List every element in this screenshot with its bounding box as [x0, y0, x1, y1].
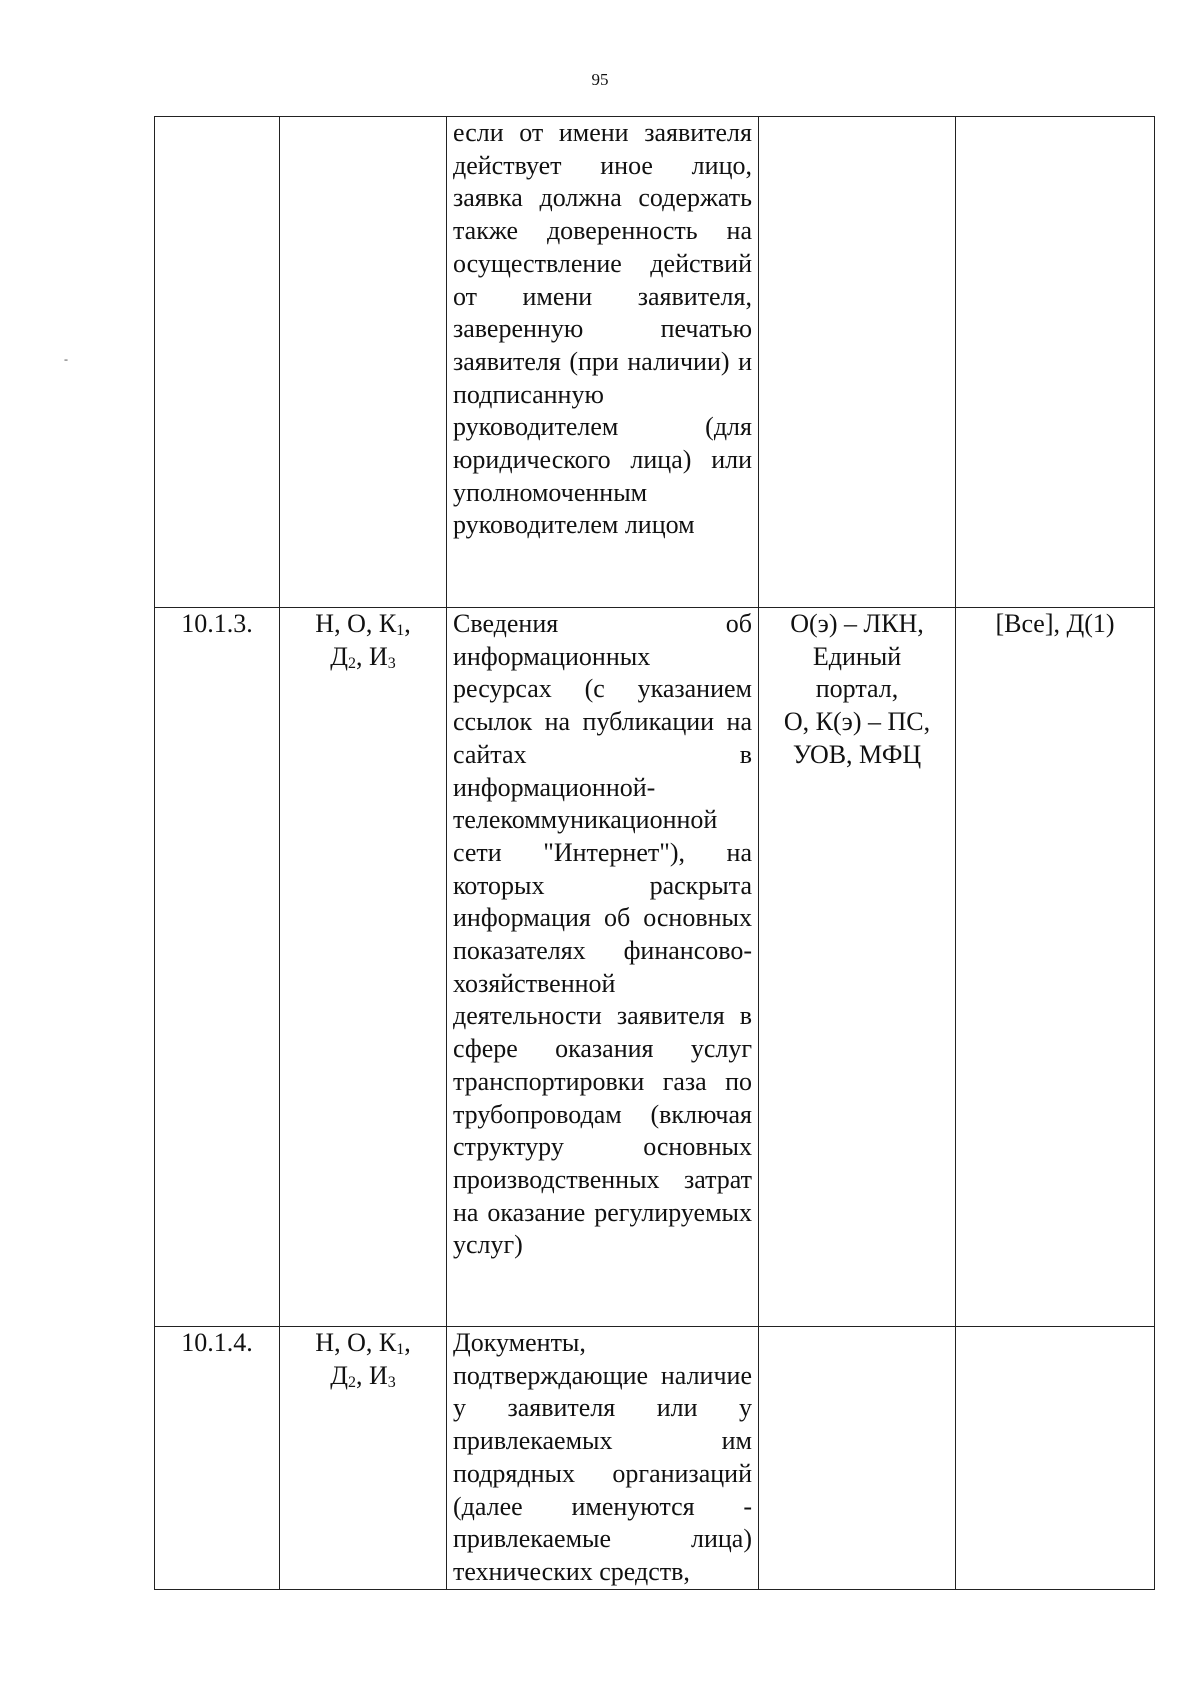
submission-line: О, К(э) – ПС, [783, 707, 931, 737]
applicants-cell [956, 117, 1155, 608]
submission-line: УОВ, МФЦ [792, 739, 922, 769]
submission-line: портал, [815, 674, 899, 704]
codes-letter: Д [330, 1360, 348, 1390]
codes-letter: Д [330, 641, 348, 671]
description-cell: Документы, подтверждающие наличие у заявителя или у привлекаемых им подрядных организаций (далее именуются - привлекаемые лица) технических средств, [447, 1327, 759, 1590]
description-cell: если от имени заявителя действует иное лицо, заявка должна содержать также доверенность на осуществление действий от имени заявителя, заверенную печатью заявителя (при наличии) и подписанную руководителем (для юридического лица) или уполномоченным руководителем лицом [447, 117, 759, 608]
requirements-table [154, 116, 1155, 1590]
codes-letter: , И [355, 641, 388, 671]
table-row [155, 1327, 1155, 1590]
table-row [155, 608, 1155, 1327]
submission-method-cell [759, 1327, 956, 1590]
codes-subscript: 2 [347, 1373, 356, 1391]
codes-prefix: Н, О, К [315, 1328, 397, 1357]
submission-method-cell [759, 117, 956, 608]
row-number-cell [155, 117, 280, 608]
submission-method-cell [759, 608, 956, 1327]
codes-prefix: Н, О, К [315, 609, 397, 638]
codes-cell [280, 1327, 447, 1590]
submission-line: Единый [812, 641, 902, 671]
row-number-cell: 10.1.3. [155, 608, 280, 1327]
codes-suffix: , [404, 1328, 411, 1357]
codes-subscript: 3 [387, 654, 396, 672]
codes-suffix: , [404, 609, 411, 638]
page-number: 95 [591, 70, 609, 89]
codes-cell [280, 117, 447, 608]
applicants-cell: [Все], Д(1) [956, 608, 1155, 1327]
submission-line: О(э) – ЛКН, [790, 609, 924, 638]
table-row [155, 117, 1155, 608]
codes-letter: , И [355, 1360, 388, 1390]
codes-subscript: 2 [347, 654, 356, 672]
description-cell: Сведения об информационных ресурсах (с указанием ссылок на публикации на сайтах в информационной-телекоммуникационной сети "Интернет"), на которых раскрыта информация об основных показателях финансово-хозяйственной деятельности заявителя в сфере оказания услуг транспортировки газа по трубопроводам (включая структуру основных производственных затрат на оказание регулируемых услуг) [447, 608, 759, 1327]
scan-artifact-mark: - [64, 352, 68, 366]
codes-cell [280, 608, 447, 1327]
codes-subscript: 1 [396, 1341, 405, 1358]
codes-subscript: 1 [396, 622, 405, 639]
applicants-cell [956, 1327, 1155, 1590]
codes-subscript: 3 [387, 1373, 396, 1391]
row-number-cell: 10.1.4. [155, 1327, 280, 1590]
